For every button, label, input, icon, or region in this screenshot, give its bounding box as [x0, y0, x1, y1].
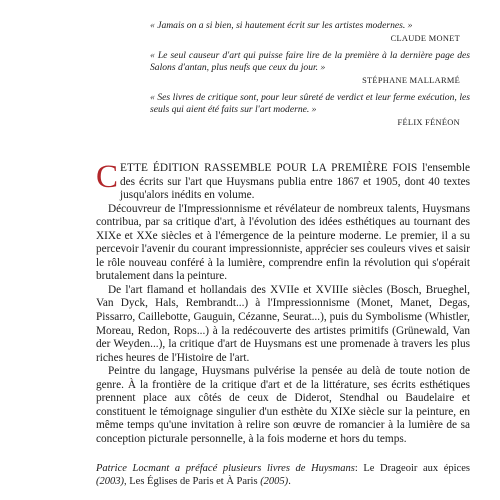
editor-note-part: Patrice Locmant a préfacé plusieurs livres de Huysmans — [96, 463, 355, 474]
quote-monet — [150, 20, 470, 43]
quote-author: STÉPHANE MALLARMÉ — [362, 75, 460, 85]
editor-note-part: (2005) — [260, 476, 289, 487]
quote-author: FÉLIX FÉNÉON — [397, 117, 460, 127]
intro-paragraph — [96, 159, 470, 203]
editor-note-part: . — [288, 476, 291, 487]
quote-text: « Ses livres de critique sont, pour leur sûreté de verdict et leur ferme exécution, les seuls qui aient été faits sur l'art moderne. » — [150, 91, 470, 116]
main-description — [96, 159, 470, 446]
quote-text: « Jamais on a si bien, si hautement écrit sur les artistes modernes. » — [150, 20, 413, 31]
editor-note-part: (2003) — [96, 476, 124, 487]
paragraph-art-history: De l'art flamand et hollandais des XVIIe et XVIIIe siècles (Bosch, Brueghel, Van Dyck, Hals, Rembrandt...) à l'Impressionnisme (Monet, Manet, Degas, Pissarro, Caillebotte, Gauguin, Cézanne, Seurat...), puis du Symbolisme (Whistler, Moreau, Redon, Rops...) à la redécouverte des artistes primitifs (Grünewald, Van der Weyden...), la critique d'art de Huysmans est une promenade à travers les plus riches heures de l'Histoire de l'art. — [96, 283, 470, 364]
editor-note-part: , Les Églises de Paris et À Paris — [124, 476, 261, 487]
quote-author: CLAUDE MONET — [390, 33, 460, 43]
quote-feneon — [150, 92, 470, 127]
paragraph-discoverer: Découvreur de l'Impressionnisme et révélateur de nombreux talents, Huysmans contribua, par sa critique d'art, à l'évolution des idées esthétiques au tournant des XIXe et XXe siècles et à l'émergence de la peinture moderne. Le premier, il a su percevoir l'avenir du courant impressionniste, apprécier ses couleurs vives et saisir le rôle nouveau conféré à la lumière, comprendre enfin la révolution qui s'opérait brutalement dans la peinture. — [96, 202, 470, 283]
drop-cap: C — [96, 159, 119, 195]
editor-note — [96, 462, 470, 488]
paragraph-language-painter: Peintre du langage, Huysmans pulvérise la pensée au delà de toute notion de genre. À la frontière de la critique d'art et de la littérature, ses écrits esthétiques prennent place aux côtés de ceux de Diderot, Stendhal ou Baudelaire et constituent le témoignage singulier d'un esthète du XIXe siècle sur la peinture, en même temps qu'une invitation à relire son œuvre de romancier à la lumière de sa conception picturale personnelle, à la fois moderne et hors du temps. — [96, 365, 470, 445]
intro-text: l'ensemble des écrits sur l'art que Huysmans publia entre 1867 et 1905, dont 40 textes jusqu'alors inédits en volume. — [120, 162, 470, 202]
quotes-block — [150, 20, 470, 134]
editor-note-text — [96, 462, 470, 488]
quote-text: « Le seul causeur d'art qui puisse faire lire de la première à la dernière page des Salons d'antan, plus neufs que ceux du jour. » — [150, 49, 470, 74]
lead-caps: ETTE ÉDITION RASSEMBLE POUR LA PREMIÈRE FOIS — [120, 162, 418, 174]
editor-note-part: : Le Drageoir aux épices — [354, 463, 471, 474]
quote-mallarme — [150, 50, 470, 85]
